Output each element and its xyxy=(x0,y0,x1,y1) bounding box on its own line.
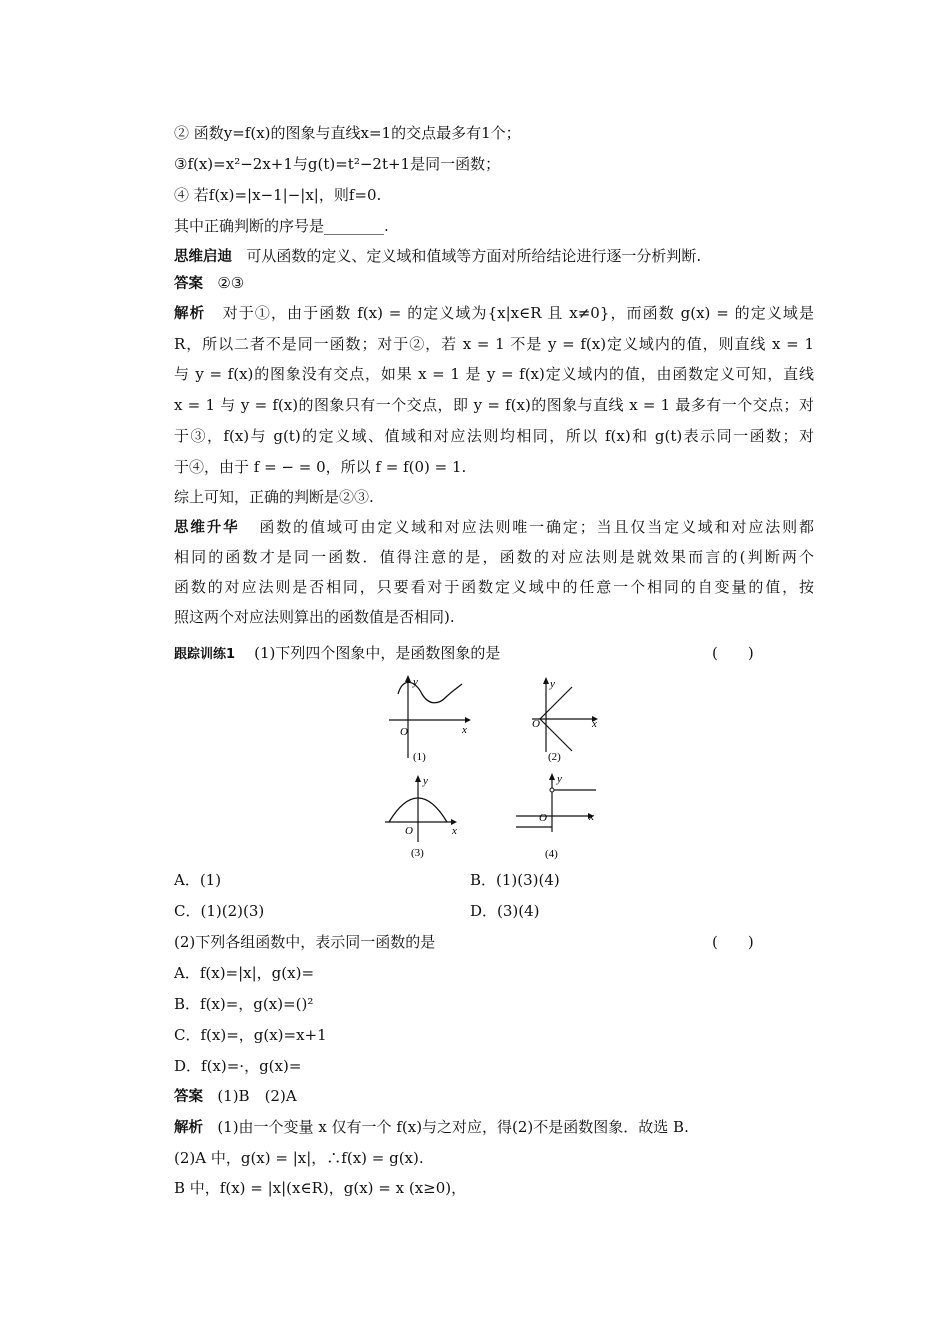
exercise-label: 跟踪训练1 xyxy=(174,647,236,662)
text-line: ③f(x)=x²−2x+1与g(t)=t²−2t+1是同一函数； xyxy=(174,155,501,173)
text-line: 其中正确判断的序号是________. xyxy=(174,217,389,235)
answer-line xyxy=(174,1086,814,1107)
graph-1 xyxy=(385,672,475,764)
summary-line xyxy=(174,517,814,538)
q2-option-b: B．f(x)=，g(x)=()² xyxy=(174,995,314,1013)
graph-2 xyxy=(528,674,603,766)
q2-option-c: C．f(x)=，g(x)=x+1 xyxy=(174,1026,327,1044)
text-line: 与 y = f(x)的图象没有交点，如果 x = 1 是 y = f(x)定义域内的值，由函数定义可知，直线 xyxy=(174,365,814,383)
origin-label: O xyxy=(405,825,413,837)
graph-caption: (4) xyxy=(545,848,558,860)
analysis-text: (1)由一个变量 x 仅有一个 f(x)与之对应，得(2)不是函数图象．故选 B. xyxy=(217,1118,689,1136)
q2-option-a: A．f(x)=|x|，g(x)= xyxy=(174,964,315,982)
text-line: ② 函数y=f(x)的图象与直线x=1的交点最多有1个； xyxy=(174,124,521,142)
answer-text: (1)B (2)A xyxy=(217,1087,297,1105)
analysis-line xyxy=(174,303,814,324)
analysis-label: 解析 xyxy=(174,1120,203,1136)
hint-label: 思维启迪 xyxy=(174,249,232,265)
y-axis-label: y xyxy=(423,775,428,787)
y-axis-label: y xyxy=(413,676,418,688)
question-text: (1)下列四个图象中，是函数图象的是 xyxy=(254,644,501,662)
origin-label: O xyxy=(539,812,547,824)
text-line: (2)A 中，g(x) = |x|，∴f(x) = g(x). xyxy=(174,1149,424,1167)
answer-blank: ( ) xyxy=(712,933,754,951)
y-axis-label: y xyxy=(557,773,562,785)
text-line: x = 1 与 y = f(x)的图象只有一个交点，即 y = f(x)的图象与直线 x = 1 最多有一个交点；对 xyxy=(174,396,814,414)
text-line: ④ 若f(x)=|x−1|−|x|，则f=0. xyxy=(174,186,382,204)
summary-label: 思维升华 xyxy=(174,520,240,536)
text-line: 相同的函数才是同一函数．值得注意的是，函数的对应法则是就效果而言的(判断两个 xyxy=(174,548,814,566)
text-line: B 中，f(x) = |x|(x∈R)，g(x) = x (x≥0)， xyxy=(174,1179,467,1197)
text-line: R，所以二者不是同一函数；对于②，若 x = 1 不是 y = f(x)定义域内的值，则直线 x = 1 xyxy=(174,335,814,353)
graph-4 xyxy=(512,770,604,862)
answer-line xyxy=(174,273,814,294)
option-d: D．(3)(4) xyxy=(470,902,540,920)
analysis-text: 对于①，由于函数 f(x) = 的定义域为{x|x∈R 且 x≠0}，而函数 g(x) = 的定义域是 xyxy=(222,304,815,322)
text-line: 于③，f(x)与 g(t)的定义域、值域和对应法则均相同，所以 f(x)和 g(t)表示同一函数；对 xyxy=(174,427,814,445)
answer-label: 答案 xyxy=(174,1089,203,1105)
graph-caption: (2) xyxy=(548,751,561,763)
x-axis-label: x xyxy=(589,811,594,823)
question-2: (2)下列各组函数中，表示同一函数的是 xyxy=(174,933,436,951)
graph-caption: (1) xyxy=(413,751,426,763)
summary-text: 函数的值域可由定义域和对应法则唯一确定；当且仅当定义域和对应法则都 xyxy=(259,518,814,536)
hint-text: 可从函数的定义、定义域和值域等方面对所给结论进行逐一分析判断. xyxy=(246,247,702,265)
text-line: 综上可知，正确的判断是②③. xyxy=(174,488,374,506)
text-line: 于④，由于 f = − = 0，所以 f = f(0) = 1. xyxy=(174,458,467,476)
option-c: C．(1)(2)(3) xyxy=(174,902,265,920)
y-axis-label: y xyxy=(550,678,555,690)
text-line: 照这两个对应法则算出的函数值是否相同). xyxy=(174,608,455,626)
x-axis-label: x xyxy=(462,724,467,736)
answer-blank: ( ) xyxy=(712,644,754,662)
x-axis-label: x xyxy=(592,718,597,730)
option-b: B．(1)(3)(4) xyxy=(470,871,560,889)
graph-3 xyxy=(383,770,468,862)
answer-label: 答案 xyxy=(174,276,203,292)
text-line: 函数的对应法则是否相同，只要看对于函数定义域中的任意一个相同的自变量的值，按 xyxy=(174,578,814,596)
graph-caption: (3) xyxy=(411,847,424,859)
analysis-label: 解析 xyxy=(174,306,206,322)
analysis-line xyxy=(174,1117,814,1138)
q2-option-d: D．f(x)=·，g(x)= xyxy=(174,1057,302,1075)
option-a: A．(1) xyxy=(174,871,222,889)
origin-label: O xyxy=(532,718,540,730)
hint-line xyxy=(174,246,814,267)
origin-label: O xyxy=(400,726,408,738)
answer-text: ②③ xyxy=(217,274,245,292)
x-axis-label: x xyxy=(452,825,457,837)
